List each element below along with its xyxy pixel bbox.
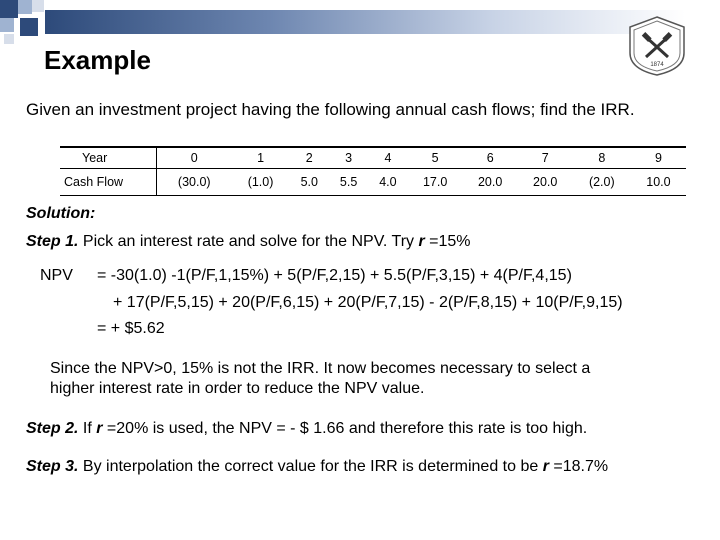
step1-line (26, 233, 471, 251)
slide-title: Example (44, 45, 151, 75)
table-cell: 20.0 (463, 169, 518, 196)
decor-square (0, 0, 18, 18)
step2-label: Step 2. (26, 420, 79, 437)
table-header-cell: 4 (368, 147, 407, 169)
table-row (60, 169, 686, 196)
table-cell: 5.0 (290, 169, 329, 196)
decor-square (20, 18, 38, 36)
note-line-1: Since the NPV>0, 15% is not the IRR. It now becomes necessary to select a (50, 360, 591, 377)
cash-flow-table (60, 146, 686, 196)
note-line-2: higher interest rate in order to reduce the NPV value. (50, 380, 425, 397)
solution-heading: Solution: (26, 205, 96, 222)
step3-line (26, 458, 608, 476)
table-header-row (60, 147, 686, 169)
table-cell: 20.0 (518, 169, 573, 196)
table-cell: 5.5 (329, 169, 368, 196)
table-header-cell: 9 (631, 147, 686, 169)
decor-square (32, 0, 44, 12)
npv-line-3: = + $5.62 (97, 320, 165, 337)
step1-label: Step 1. (26, 233, 79, 250)
table-header-cell: 5 (408, 147, 463, 169)
header-gradient-bar (45, 10, 685, 34)
step2-var: r (96, 420, 103, 437)
decor-square (0, 18, 14, 32)
table-header-cell: 2 (290, 147, 329, 169)
step2-pre: If (78, 420, 97, 437)
step2-text: =20% is used, the NPV = - $ 1.66 and therefore this rate is too high. (102, 420, 588, 437)
npv-line-1: = -30(1.0) -1(P/F,1,15%) + 5(P/F,2,15) + 5.5(P/F,3,15) + 4(P/F,4,15) (97, 267, 572, 284)
step1-rate: =15% (424, 233, 471, 250)
table-cell: (1.0) (231, 169, 289, 196)
step1-text: Pick an interest rate and solve for the NPV. Try (78, 233, 419, 250)
table-cell: 4.0 (368, 169, 407, 196)
table-cell: (30.0) (157, 169, 232, 196)
table-header-cell: 0 (157, 147, 232, 169)
table-cell: 10.0 (631, 169, 686, 196)
table-header-cell: 1 (231, 147, 289, 169)
logo-year: 1874 (650, 62, 664, 68)
decor-square (4, 34, 14, 44)
step2-line (26, 420, 587, 438)
step3-label: Step 3. (26, 458, 79, 475)
step1-var: r (418, 233, 425, 250)
npv-label: NPV (40, 267, 73, 284)
table-header-cell: 6 (463, 147, 518, 169)
table-header-cell: Year (60, 147, 157, 169)
intro-text: Given an investment project having the following annual cash flows; find the IRR. (26, 100, 635, 119)
table-cell: 17.0 (408, 169, 463, 196)
npv-line-2: + 17(P/F,5,15) + 20(P/F,6,15) + 20(P/F,7,15) - 2(P/F,8,15) + 10(P/F,9,15) (113, 294, 623, 311)
table-cell: (2.0) (573, 169, 631, 196)
decor-square (18, 0, 32, 14)
university-seal-logo (626, 15, 688, 77)
step3-rate: =18.7% (548, 458, 609, 475)
table-header-cell: 3 (329, 147, 368, 169)
step3-var: r (542, 458, 549, 475)
table-header-cell: 7 (518, 147, 573, 169)
step3-text: By interpolation the correct value for the IRR is determined to be (78, 458, 543, 475)
table-cell: Cash Flow (60, 169, 157, 196)
table-header-cell: 8 (573, 147, 631, 169)
